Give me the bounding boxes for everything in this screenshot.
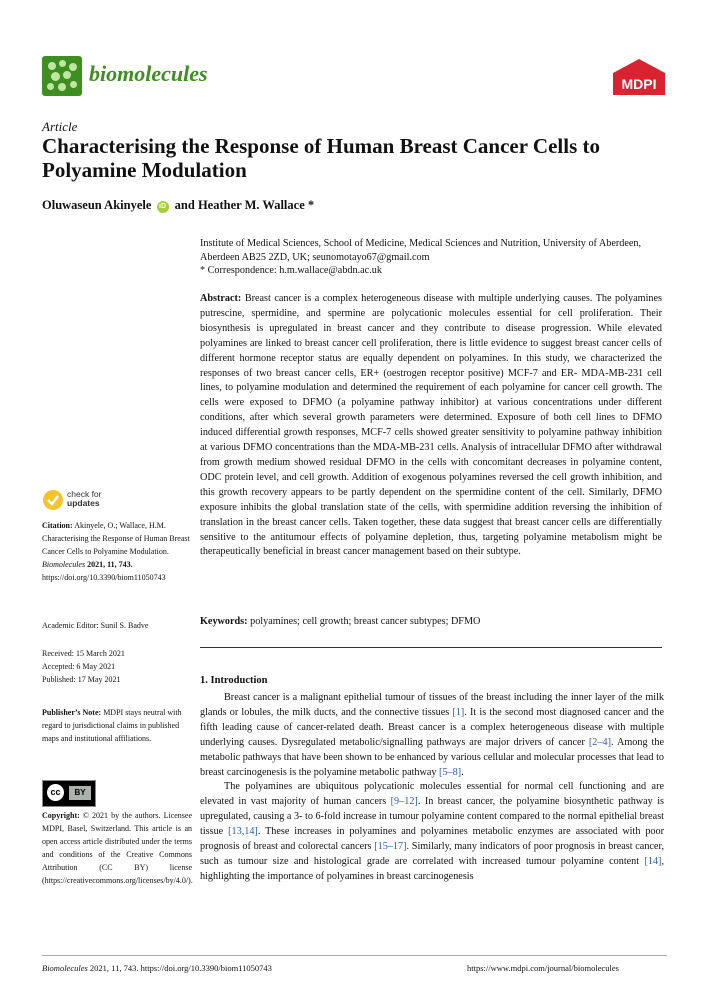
article-title: Characterising the Response of Human Breast Cancer Cells to Polyamine Modulation	[42, 134, 601, 182]
mdpi-logo-icon[interactable]	[611, 58, 667, 96]
author-separator: and	[174, 198, 195, 212]
academic-editor: Academic Editor: Sunil S. Badve	[42, 621, 149, 630]
citation-block	[42, 519, 192, 584]
abstract-text: Breast cancer is a complex heterogeneous disease with multiple underlying causes. The polyamines putrescine, spermidine, and spermine are polycationic molecules essential for cell proliferation. Their biosynthesis is upregulated in breast cancer and they contribute to disease progression. While elevated polyamines are linked to breast cancer cell proliferation, there is little evidence to suggest breast cancer cells of different hormone receptor status are equally dependent on polyamines. In this study, we characterized the responses of two breast cancer cells, ER+ (oestrogen receptor positive) MCF-7 and ER- MDA-MB-231 cell lines, to polyamine modulation and determined the requirement of each polyamine for cancer cell growth. The cells were exposed to DFMO (a polyamine pathway inhibitor) at various concentrations under different conditions, after which several growth parameters were determined. Exposure of both cell lines to DFMO induced differential growth responses, MCF-7 cells showed greater sensitivity to polyamine pathway inhibition at various DFMO concentrations than the MDA-MB-231 cells. Analysis of intracellular DFMO after withdrawal from growth medium showed residual DFMO in the cells with concomitant decreases in polyamine content, ODC protein level, and cell growth. Addition of exogenous polyamines reversed the cell growth inhibition, and this growth recovery appears to be partly dependent on the spermidine content of the cell. Similarly, DFMO exposure inhibits the global translation state of the cells, with spermidine addition reversing the inhibition of translation in the breast cancer cells. Taken together, these data suggest that breast cancer cells are differentially sensitive to the antitumour effects of polyamine depletion, thus, targeting polyamine metabolism might be therapeutically beneficial in breast cancer management based on their subtype.	[200, 293, 662, 558]
received-date: Received: 15 March 2021	[42, 649, 125, 658]
citation-link[interactable]: [2–4]	[588, 736, 611, 748]
citation-link[interactable]: [1]	[452, 706, 465, 718]
note-text: MDPI stays neutral with regard to jurisdictional claims in published maps and institutional affiliations.	[42, 708, 182, 743]
correspondence-text: * Correspondence: h.m.wallace@abdn.ac.uk	[200, 265, 382, 276]
citation-journal: Biomolecules	[42, 560, 86, 569]
footer-journal: Biomolecules	[42, 963, 88, 973]
updates-label: updates	[67, 498, 100, 508]
footer-citation	[42, 963, 272, 973]
publisher-note	[42, 706, 192, 745]
keywords-text: polyamines; cell growth; breast cancer subtypes; DFMO	[250, 616, 481, 627]
citation-label: Citation:	[42, 521, 73, 530]
author-name[interactable]: Oluwaseun Akinyele	[42, 198, 152, 212]
paragraph-text: . These increases in polyamines and polyamines metabolic enzymes are associated with poor prognosis of breast and colorectal cancers	[200, 826, 664, 853]
introduction-body	[200, 691, 664, 885]
abstract-label: Abstract:	[200, 293, 242, 304]
citation-doi[interactable]: https://doi.org/10.3390/biom11050743	[42, 573, 166, 582]
cc-label: cc	[47, 784, 64, 801]
affiliation-text: Institute of Medical Sciences, School of Medicine, Medical Sciences and Nutrition, University of Aberdeen, Aberdeen AB25 2ZD, UK; seunomotayo67@gmail.com	[200, 238, 642, 263]
affiliations	[200, 237, 660, 278]
citation-link[interactable]: [15–17]	[374, 841, 407, 853]
paragraph	[200, 691, 664, 780]
paragraph	[200, 780, 664, 884]
paragraph-text: . In breast cancer, the polyamine biosynthetic pathway is upregulated, causing a 3- to 6-fold increase in tumour polyamine content compared to the normal epithelial breast tissue	[200, 796, 665, 838]
footer-doi[interactable]: 2021, 11, 743. https://doi.org/10.3390/biom11050743	[89, 963, 272, 973]
orcid-icon[interactable]: iD	[157, 201, 169, 213]
copyright-block	[42, 809, 192, 887]
by-label: BY	[69, 786, 91, 800]
author-list	[42, 198, 314, 213]
citation-link[interactable]: [14]	[644, 855, 662, 867]
dates-block	[42, 647, 192, 686]
footer-journal-url[interactable]: https://www.mdpi.com/journal/biomolecules	[467, 963, 619, 973]
abstract	[200, 292, 662, 560]
accepted-date: Accepted: 6 May 2021	[42, 662, 116, 671]
paragraph-text: .	[461, 766, 464, 778]
article-type: Article	[42, 119, 78, 134]
citation-link[interactable]: [5–8]	[439, 766, 462, 778]
journal-logo-icon	[42, 56, 82, 96]
author-name[interactable]: Heather M. Wallace *	[197, 198, 315, 212]
paragraph-text: . It is the second most diagnosed cancer and the fifth leading cause of cancer-related death. Breast cancer is a complex heterogeneous disease with multiple underlying causes. Dysregulated metabolic/signalling pathways are major drivers of cancer	[200, 706, 664, 748]
paragraph-text: . Similarly, many indicators of poor prognosis in breast cancer, such as tumour size and histological grade are correlated with increased tumour polyamine content	[200, 841, 664, 867]
copyright-text: © 2021 by the authors. Licensee MDPI, Basel, Switzerland. This article is an open access article distributed under the terms and conditions of the Creative Commons Attribution (CC BY) license (https://creativecommons.org/licenses/by/4.0/).	[42, 811, 193, 885]
keywords	[200, 616, 662, 627]
svg-text:MDPI: MDPI	[621, 76, 657, 92]
section-divider	[200, 647, 662, 648]
check-for-updates-badge[interactable]	[42, 487, 112, 513]
citation-link[interactable]: [9–12]	[390, 796, 418, 808]
cc-by-license-icon[interactable]	[42, 780, 96, 807]
check-label: check for	[67, 489, 102, 499]
paragraph-text: The polyamines are ubiquitous polycationic molecules essential for normal cell functioning and are elevated in vast majority of human cancers	[200, 781, 664, 808]
citation-text: Akinyele, O.; Wallace, H.M. Characterising the Response of Human Breast Cancer Cells to Polyamine Modulation.	[42, 521, 190, 556]
section-heading: 1. Introduction	[200, 675, 268, 686]
paragraph-text: . Among the metabolic pathways that have been shown to be enhanced by various cellular and molecular processes that lead to breast carcinogenesis is the polyamine metabolic pathway	[200, 736, 664, 778]
published-date: Published: 17 May 2021	[42, 675, 121, 684]
citation-year-vol: 2021, 11, 743.	[87, 560, 133, 569]
paragraph-text: Breast cancer is a malignant epithelial tumour of tissues of the breast including the inner layer of the milk glands or lobules, the milk ducts, and the connective tissues	[200, 692, 664, 718]
journal-name[interactable]: biomolecules	[89, 61, 208, 86]
note-label: Publisher’s Note:	[42, 708, 102, 717]
keywords-label: Keywords:	[200, 616, 248, 627]
check-updates-icon	[42, 489, 64, 511]
citation-link[interactable]: [13,14]	[228, 826, 258, 838]
copyright-label: Copyright:	[42, 811, 80, 820]
paragraph-text: , highlighting the importance of polyamines in breast carcinogenesis	[200, 855, 664, 882]
footer-divider	[42, 955, 667, 956]
